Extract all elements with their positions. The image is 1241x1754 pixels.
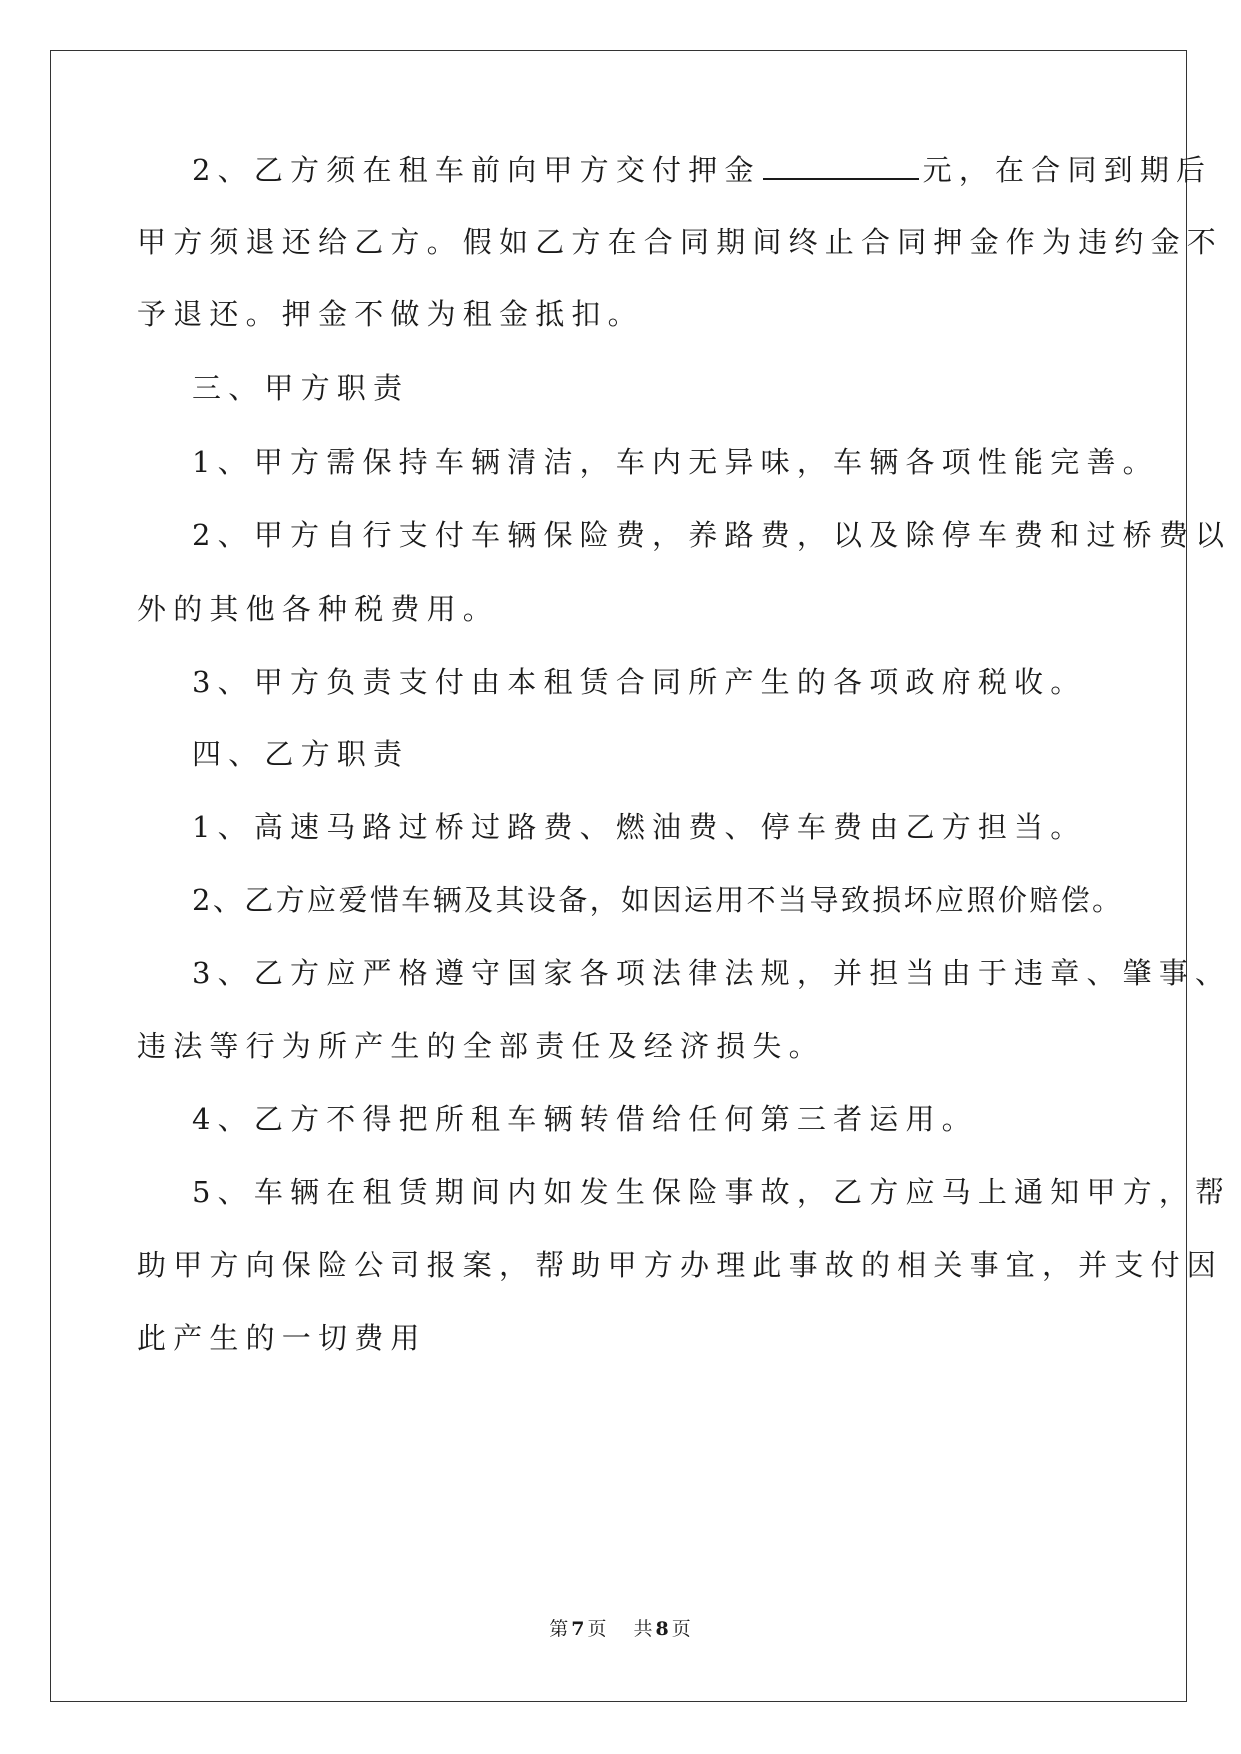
page-footer [0, 1617, 1241, 1641]
paragraph-deposit-line-1 [192, 150, 1212, 190]
party-a-item-1: 1、甲方需保持车辆清洁，车内无异味，车辆各项性能完善。 [192, 445, 1159, 479]
party-b-item-5-line-3: 此产生的一切费用 [137, 1321, 427, 1355]
footer-page-prefix: 第 [549, 1618, 570, 1640]
party-a-item-3: 3、甲方负责支付由本租赁合同所产生的各项政府税收。 [192, 665, 1087, 699]
section-heading-party-a: 三、甲方职责 [192, 371, 410, 405]
party-a-item-2-line-2: 外的其他各种税费用。 [137, 592, 500, 626]
footer-total-suffix: 页 [671, 1618, 692, 1640]
party-b-item-5-line-1: 5、车辆在租赁期间内如发生保险事故，乙方应马上通知甲方，帮 [192, 1175, 1232, 1209]
party-b-item-2: 2、乙方应爱惜车辆及其设备，如因运用不当导致损坏应照价赔偿。 [192, 883, 1124, 917]
party-b-item-3-line-2: 违法等行为所产生的全部责任及经济损失。 [137, 1029, 825, 1063]
party-b-item-3-line-1: 3、乙方应严格遵守国家各项法律法规，并担当由于违章、肇事、 [192, 956, 1232, 990]
party-b-item-4: 4、乙方不得把所租车辆转借给任何第三者运用。 [192, 1102, 978, 1136]
footer-total-prefix: 共 [633, 1618, 654, 1640]
deposit-text-before: 2、乙方须在租车前向甲方交付押金 [192, 153, 761, 187]
party-b-item-1: 1、高速马路过桥过路费、燃油费、停车费由乙方担当。 [192, 810, 1087, 844]
footer-total-pages: 8 [655, 1618, 670, 1640]
paragraph-deposit-line-2: 甲方须退还给乙方。假如乙方在合同期间终止合同押金作为违约金不 [137, 225, 1224, 259]
deposit-amount-blank [763, 154, 919, 180]
section-heading-party-b: 四、乙方职责 [192, 737, 410, 771]
party-b-item-5-line-2: 助甲方向保险公司报案，帮助甲方办理此事故的相关事宜，并支付因 [137, 1248, 1224, 1282]
party-a-item-2-line-1: 2、甲方自行支付车辆保险费，养路费，以及除停车费和过桥费以 [192, 518, 1232, 552]
paragraph-deposit-line-3: 予退还。押金不做为租金抵扣。 [137, 297, 644, 331]
footer-current-page: 7 [571, 1618, 586, 1640]
deposit-text-after: 元，在合同到期后 [922, 153, 1213, 187]
footer-page-suffix: 页 [587, 1618, 608, 1640]
